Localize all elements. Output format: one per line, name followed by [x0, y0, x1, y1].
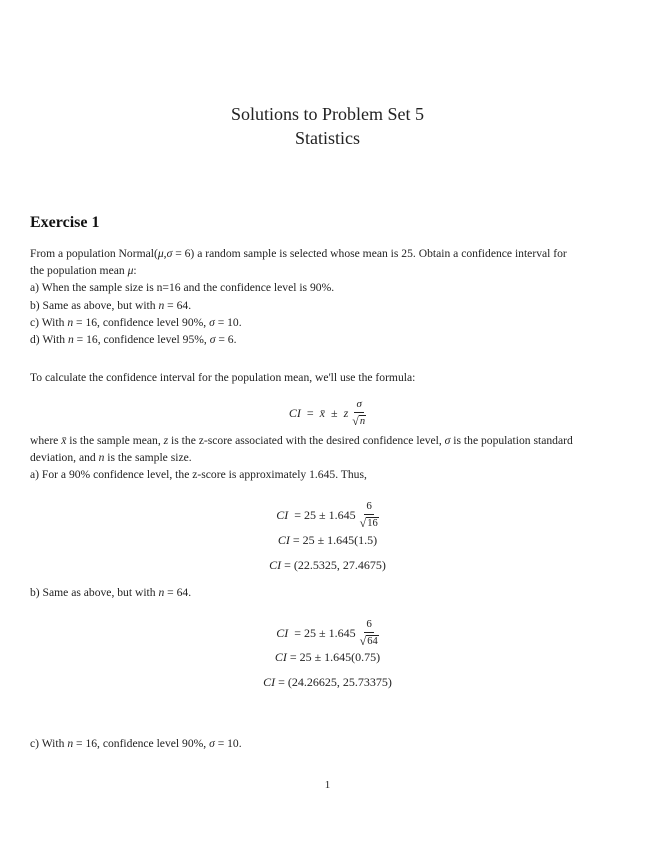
intro-line-2: the population mean μ:: [30, 264, 137, 278]
formula-pm: ±: [328, 406, 341, 420]
sqrt-symbol: √ 64: [359, 634, 378, 648]
formula-numerator: σ: [354, 398, 363, 413]
document-subtitle: Statistics: [294, 128, 360, 148]
page-number: 1: [324, 779, 331, 791]
exercise-heading: Exercise 1: [30, 214, 100, 231]
where-line-1: where x̄ is the sample mean, z is the z-score associated with the desired confidence level, σ is the population standard: [30, 434, 573, 447]
formula-eq: =: [303, 406, 317, 420]
item-b: b) Same as above, but with n = 64.: [30, 298, 192, 312]
item-a: a) When the sample size is n=16 and the confidence level is 90%.: [30, 281, 335, 295]
formula-xbar: x̄: [319, 406, 325, 420]
where-line-2: deviation, and n is the sample size.: [30, 451, 192, 465]
sqrt-symbol: √ 16: [359, 516, 378, 530]
part-a-text: a) For a 90% confidence level, the z-score is approximately 1.645. Thus,: [30, 468, 367, 482]
document-title: Solutions to Problem Set 5: [230, 104, 425, 124]
part-a-eq2: CI = 25 ± 1.645(1.5): [277, 533, 378, 547]
part-c-text: c) With n = 16, confidence level 90%, σ = 10.: [30, 737, 242, 750]
item-d: d) With n = 16, confidence level 95%, σ = 6.: [30, 333, 237, 347]
part-b-eq3: CI = (24.26625, 25.73375): [263, 675, 392, 689]
part-a-eq1: CI = 25 ± 1.645 6 √ 16: [276, 500, 378, 530]
item-c: c) With n = 16, confidence level 90%, σ = 10.: [30, 315, 242, 329]
part-b-text: b) Same as above, but with n = 64.: [30, 586, 192, 599]
formula-fraction: [352, 398, 366, 429]
formula-intro: To calculate the confidence interval for the population mean, we'll use the formula:: [30, 371, 416, 384]
part-b-fraction: 6 √ 64: [359, 618, 378, 648]
where-paragraph: [30, 432, 630, 484]
problem-statement: [30, 245, 630, 348]
title-block: [0, 102, 655, 150]
part-a-eq3: CI = (22.5325, 27.4675): [269, 558, 386, 572]
sqrt-symbol: √ n: [352, 414, 366, 428]
part-b-eq2: CI = 25 ± 1.645(0.75): [274, 650, 381, 664]
formula-z: z: [343, 406, 349, 420]
formula-denominator: n: [359, 416, 366, 427]
intro-line-1: From a population Normal(μ,σ = 6) a random sample is selected whose mean is 25. Obtain a confidence interval for: [30, 247, 567, 260]
formula-lhs: CI: [288, 406, 301, 420]
part-a-fraction: 6 √ 16: [359, 500, 378, 530]
part-b-eq1: CI = 25 ± 1.645 6 √ 64: [276, 618, 378, 648]
